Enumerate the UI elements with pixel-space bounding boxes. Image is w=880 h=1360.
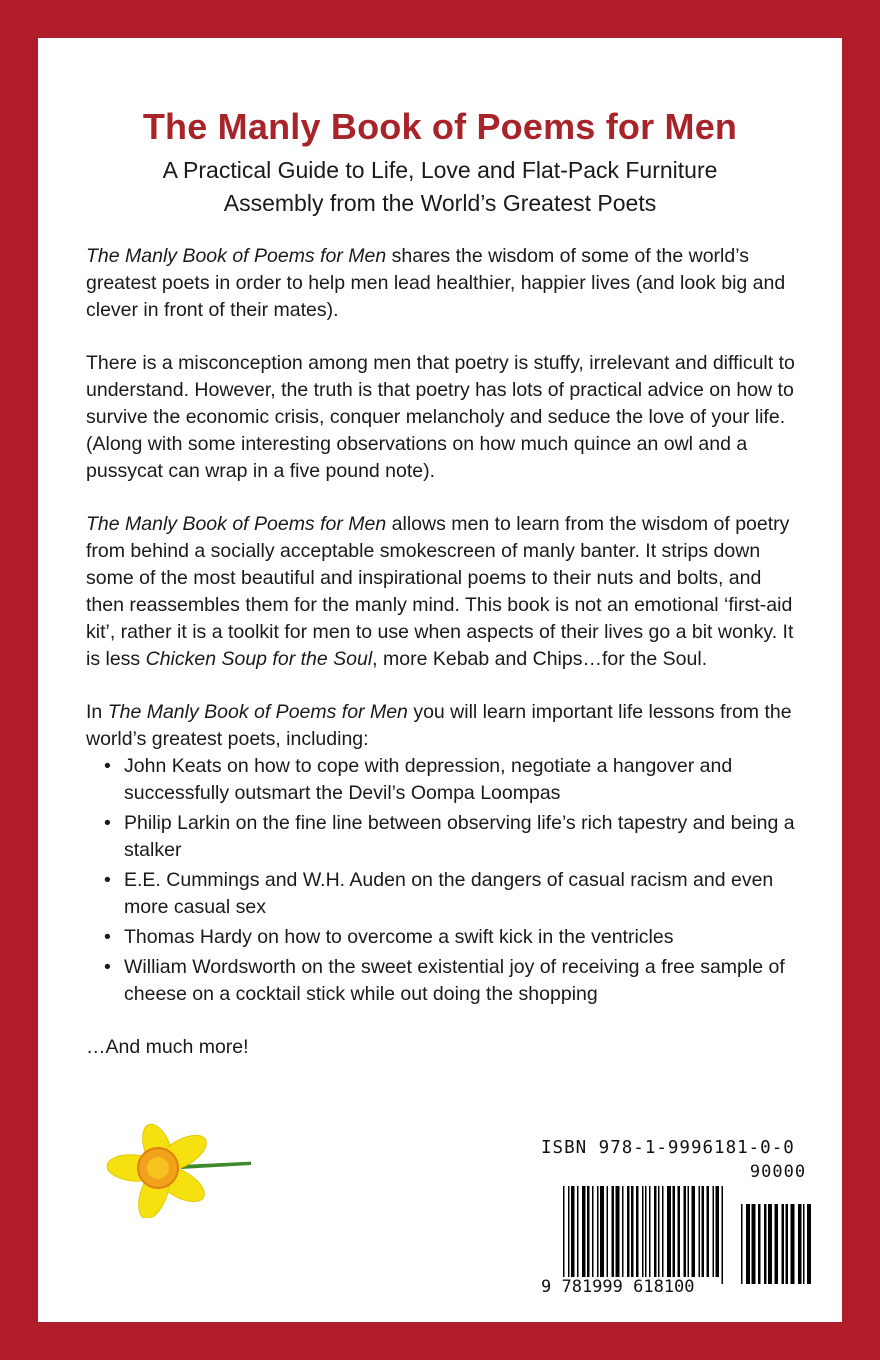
back-cover [38, 38, 842, 1322]
bullet-icon: • [104, 869, 111, 891]
barcode-bar [775, 1204, 779, 1284]
barcode-bar [631, 1186, 634, 1284]
paragraph-banter-text-1: allows men to learn from the wisdom of poetry from behind a socially acceptable smokescreen of manly banter. It strips down some of the most beautiful and inspirational poems to their nuts and bolts, and then reassembles them for the manly mind. This book is not an emotional ‘first-aid kit’, rather it is a toolkit for men to use when aspects of their lives go a bit wonky. It is less [86, 513, 794, 670]
list-item-text: Philip Larkin on the fine line between observing life’s rich tapestry and being a stalker [124, 812, 795, 861]
barcode-bar [678, 1186, 681, 1284]
book-title-italic: The Manly Book of Poems for Men [86, 513, 387, 535]
barcode-bar [587, 1186, 590, 1284]
barcode-bar [713, 1186, 715, 1284]
book-subtitle [78, 154, 802, 220]
paragraph-lessons [86, 699, 798, 753]
barcode-bar [616, 1186, 620, 1284]
paragraph-intro [86, 243, 798, 324]
barcode-bar [746, 1204, 750, 1284]
barcode-bar [571, 1186, 575, 1284]
list-item-text: John Keats on how to cope with depression, negotiate a hangover and successfully outsmart the Devil’s Oompa Loompas [124, 755, 733, 804]
list-item [86, 810, 798, 864]
barcode-bar [803, 1204, 805, 1284]
barcode-bar [627, 1186, 630, 1284]
barcode-bar [707, 1186, 710, 1284]
barcode-bar [645, 1186, 647, 1284]
book-title-italic: The Manly Book of Poems for Men [86, 245, 387, 267]
barcode-bar [649, 1186, 651, 1284]
barcode-bar [741, 1204, 743, 1284]
bullet-icon: • [104, 755, 111, 777]
barcode-bar [791, 1204, 795, 1284]
barcode-bar [636, 1186, 639, 1284]
chicken-soup-italic: Chicken Soup for the Soul [145, 648, 373, 670]
bullet-icon: • [104, 926, 111, 948]
barcode-bar [607, 1186, 609, 1284]
barcode-bar [592, 1186, 594, 1284]
addon-number: 90000 [749, 1162, 807, 1182]
list-item-text: William Wordsworth on the sweet existential joy of receiving a free sample of cheese on a cocktail stick while out doing the shopping [124, 956, 785, 1005]
paragraph-banter-text-2: , more Kebab and Chips…for the Soul. [372, 648, 708, 670]
list-item [86, 753, 798, 807]
bullet-icon: • [104, 956, 111, 978]
barcode-bar [699, 1186, 701, 1284]
blurb [86, 243, 798, 1087]
barcode-bar [667, 1186, 671, 1284]
bullet-icon: • [104, 812, 111, 834]
barcode-bar [563, 1186, 565, 1284]
barcode-bar [654, 1186, 657, 1284]
barcode-bar [597, 1186, 599, 1284]
paragraph-lessons-text: you will learn important life lessons from the world’s greatest poets, including: [86, 701, 792, 750]
barcode-bar [684, 1186, 687, 1284]
subtitle-line-1: A Practical Guide to Life, Love and Flat-Pack Furniture [162, 157, 718, 183]
list-item-text: E.E. Cummings and W.H. Auden on the dangers of casual racism and even more casual sex [124, 869, 774, 918]
barcode-bar [688, 1186, 690, 1284]
barcode-bar [722, 1186, 724, 1284]
subtitle-line-2: Assembly from the World’s Greatest Poets [223, 190, 657, 216]
barcode-bar [577, 1186, 579, 1284]
paragraph-lessons-lead: In [86, 701, 108, 723]
barcode-bar [673, 1186, 676, 1284]
barcode-bar [798, 1204, 802, 1284]
barcode-bar [768, 1204, 772, 1284]
barcode-bar [658, 1186, 660, 1284]
barcode-bar [662, 1186, 664, 1284]
paragraph-misconception: There is a misconception among men that poetry is stuffy, irrelevant and difficult to understand. However, the truth is that poetry has lots of practical advice on how to survive the economic crisis, conquer melancholy and seduce the love of your life. (Along with some interesting observations on how much quince an owl and a pussycat can wrap in a five pound note). [86, 352, 795, 482]
barcode-bar [764, 1204, 767, 1284]
closing-line: …And much more! [86, 1036, 249, 1058]
barcode-bar [807, 1204, 811, 1284]
isbn-barcode [541, 1138, 819, 1302]
book-title: The Manly Book of Poems for Men [142, 106, 738, 147]
list-item [86, 954, 798, 1008]
paragraph-banter [86, 511, 798, 673]
barcode-bar [582, 1186, 586, 1284]
barcode-bar [786, 1204, 789, 1284]
barcode-bar [716, 1186, 720, 1284]
paragraph-intro-text: shares the wisdom of some of the world’s greatest poets in order to help men lead healthier, happier lives (and look big and clever in front of their mates). [86, 245, 786, 321]
isbn-label: ISBN 978-1-9996181-0-0 [541, 1138, 795, 1158]
list-item [86, 867, 798, 921]
daffodil-icon [76, 1108, 251, 1218]
barcode-bar [612, 1186, 615, 1284]
list-item-text: Thomas Hardy on how to overcome a swift kick in the ventricles [124, 926, 674, 948]
barcode-bar [752, 1204, 756, 1284]
book-title-italic: The Manly Book of Poems for Men [107, 701, 408, 723]
poet-list [86, 753, 798, 1008]
barcode-bar [568, 1186, 570, 1284]
list-item [86, 924, 798, 951]
barcode-bar [600, 1186, 604, 1284]
barcode-bars [541, 1156, 819, 1284]
barcode-bar [692, 1186, 696, 1284]
barcode-bar [702, 1186, 705, 1284]
barcode-bar [782, 1204, 785, 1284]
ean-number: 9 781999 618100 [541, 1277, 721, 1297]
barcode-bar [622, 1186, 624, 1284]
barcode-bar [758, 1204, 761, 1284]
barcode-bar [642, 1186, 644, 1284]
